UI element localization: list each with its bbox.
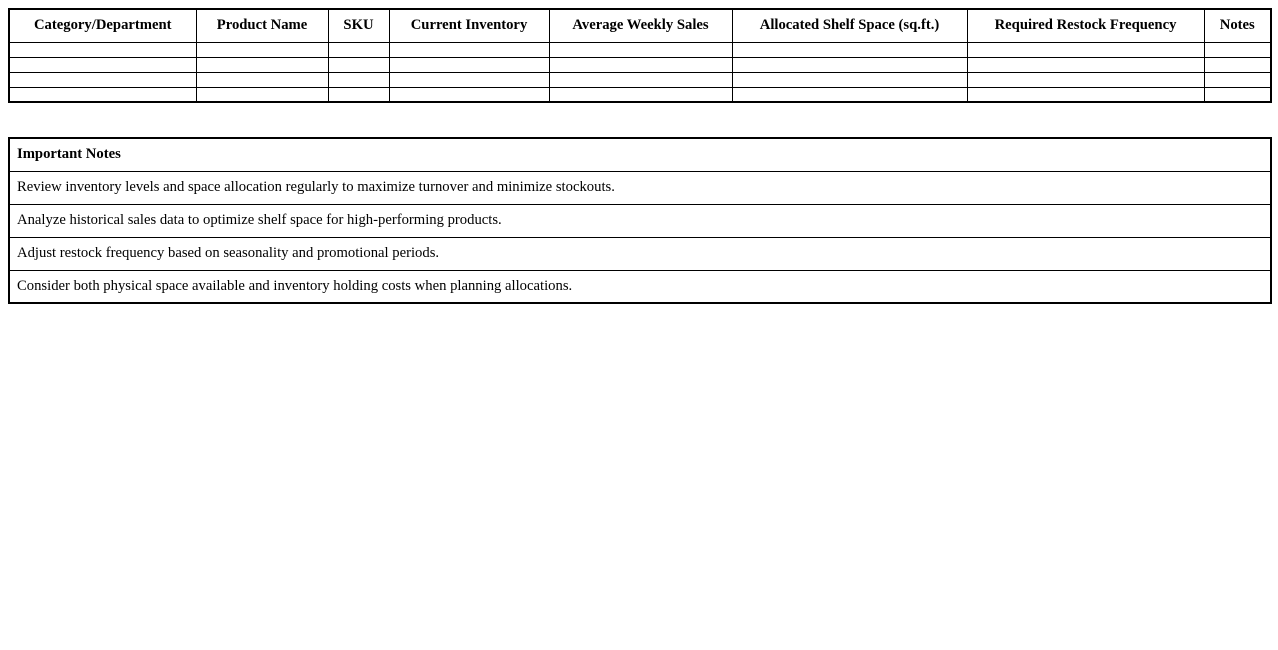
table-row <box>9 57 1271 72</box>
empty-cell <box>1204 57 1271 72</box>
empty-cell <box>732 87 967 102</box>
empty-cell <box>549 87 732 102</box>
empty-cell <box>967 57 1204 72</box>
empty-cell <box>9 72 196 87</box>
table-row <box>9 237 1271 270</box>
empty-cell <box>1204 42 1271 57</box>
empty-cell <box>389 57 549 72</box>
empty-cell <box>196 57 328 72</box>
column-header-product-name: Product Name <box>196 9 328 42</box>
notes-title: Important Notes <box>9 138 1271 171</box>
table-row <box>9 72 1271 87</box>
table-row <box>9 42 1271 57</box>
note-item: Consider both physical space available and inventory holding costs when planning allocations. <box>9 270 1271 303</box>
empty-cell <box>328 57 389 72</box>
empty-cell <box>1204 72 1271 87</box>
empty-cell <box>328 72 389 87</box>
table-row <box>9 87 1271 102</box>
table-row <box>9 171 1271 204</box>
notes-header-row <box>9 138 1271 171</box>
empty-cell <box>389 42 549 57</box>
table-row <box>9 270 1271 303</box>
empty-cell <box>389 87 549 102</box>
empty-cell <box>967 72 1204 87</box>
empty-cell <box>196 42 328 57</box>
column-header-average-weekly-sales: Average Weekly Sales <box>549 9 732 42</box>
inventory-planning-table <box>8 8 1272 103</box>
empty-cell <box>196 72 328 87</box>
table-row <box>9 204 1271 237</box>
empty-cell <box>732 57 967 72</box>
empty-cell <box>549 42 732 57</box>
column-header-sku: SKU <box>328 9 389 42</box>
empty-cell <box>9 87 196 102</box>
empty-cell <box>328 42 389 57</box>
column-header-category-department: Category/Department <box>9 9 196 42</box>
inventory-header-row <box>9 9 1271 42</box>
column-header-allocated-shelf-space: Allocated Shelf Space (sq.ft.) <box>732 9 967 42</box>
empty-cell <box>732 72 967 87</box>
note-item: Review inventory levels and space allocation regularly to maximize turnover and minimize stockouts. <box>9 171 1271 204</box>
empty-cell <box>967 42 1204 57</box>
empty-cell <box>9 42 196 57</box>
empty-cell <box>967 87 1204 102</box>
column-header-required-restock-frequency: Required Restock Frequency <box>967 9 1204 42</box>
empty-cell <box>549 72 732 87</box>
note-item: Analyze historical sales data to optimize shelf space for high-performing products. <box>9 204 1271 237</box>
important-notes-table <box>8 137 1272 304</box>
empty-cell <box>389 72 549 87</box>
column-header-notes: Notes <box>1204 9 1271 42</box>
note-item: Adjust restock frequency based on seasonality and promotional periods. <box>9 237 1271 270</box>
empty-cell <box>196 87 328 102</box>
empty-cell <box>732 42 967 57</box>
column-header-current-inventory: Current Inventory <box>389 9 549 42</box>
empty-cell <box>328 87 389 102</box>
empty-cell <box>1204 87 1271 102</box>
empty-cell <box>549 57 732 72</box>
empty-cell <box>9 57 196 72</box>
